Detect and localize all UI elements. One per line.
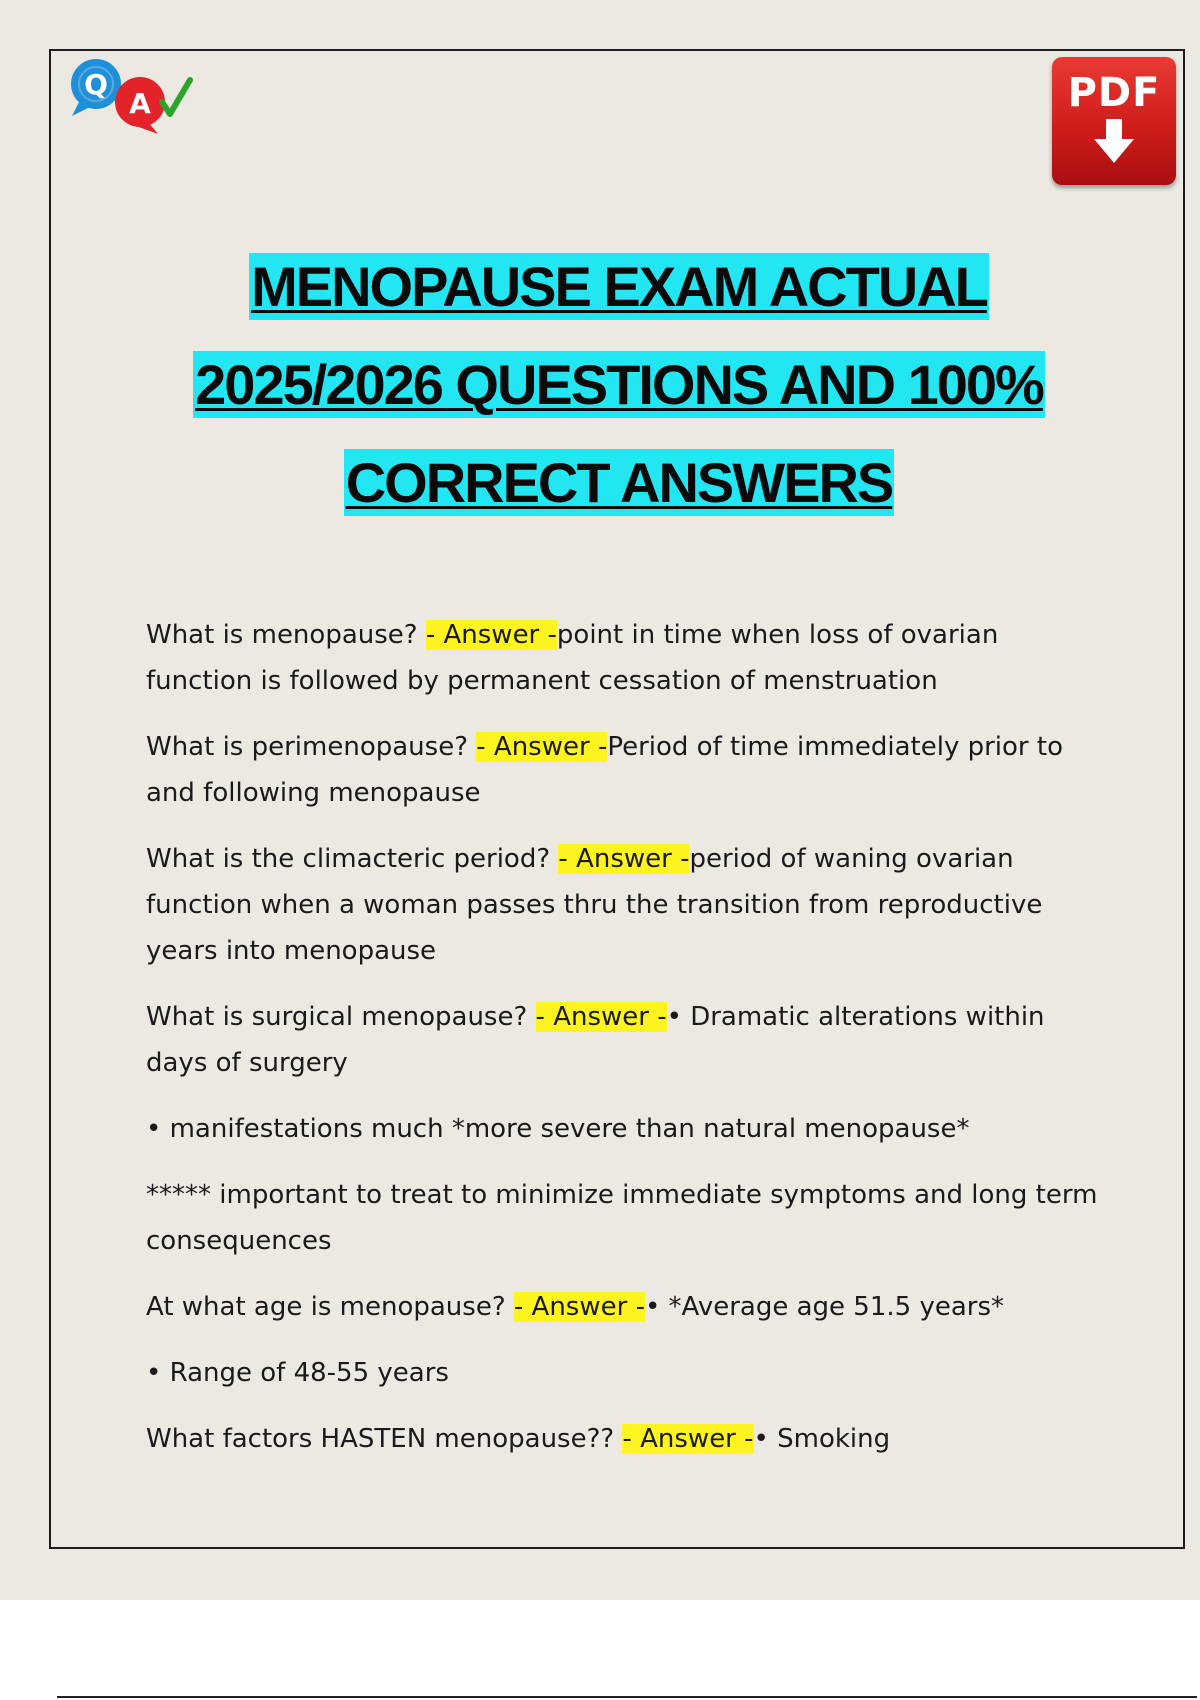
qa-list	[146, 612, 1106, 1482]
question-1: What is menopause?	[146, 620, 426, 650]
pdf-download-button[interactable]	[1052, 57, 1176, 185]
answer-2: Period of time immediately prior to and following menopause	[146, 732, 1063, 808]
qa-logo-icon	[66, 56, 196, 136]
answer-1: point in time when loss of ovarian function is followed by permanent cessation of menstruation	[146, 620, 999, 696]
answer-marker-5: - Answer -	[513, 1292, 645, 1322]
answer-4-line-2: • manifestations much *more severe than natural menopause*	[146, 1114, 970, 1144]
qa-item-4	[146, 994, 1106, 1086]
answer-marker-3: - Answer -	[558, 844, 690, 874]
logo-q: Q	[84, 68, 108, 101]
qa-item-5	[146, 1284, 1106, 1330]
bottom-divider	[57, 1696, 1197, 1698]
question-4: What is surgical menopause?	[146, 1002, 536, 1032]
pdf-label: PDF	[1067, 70, 1161, 116]
answer-marker-1: - Answer -	[425, 620, 557, 650]
qa-item-3	[146, 836, 1106, 974]
answer-marker-6: - Answer -	[622, 1424, 754, 1454]
question-6: What factors HASTEN menopause??	[146, 1424, 623, 1454]
qa-item-2	[146, 724, 1106, 816]
document-title	[60, 238, 1178, 532]
answer-6: • Smoking	[753, 1424, 891, 1454]
qa-logo	[66, 56, 196, 136]
answer-5-line-2: • Range of 48-55 years	[146, 1358, 449, 1388]
answer-4: • Dramatic alterations within days of surgery	[146, 1002, 1045, 1078]
check-icon	[162, 80, 190, 114]
title-line-2: 2025/2026 QUESTIONS AND 100%	[195, 353, 1043, 416]
title-line-3: CORRECT ANSWERS	[345, 451, 893, 514]
question-3: What is the climacteric period?	[146, 844, 559, 874]
question-5: At what age is menopause?	[146, 1292, 514, 1322]
answer-marker-4: - Answer -	[535, 1002, 667, 1032]
qa-item-6	[146, 1416, 1106, 1462]
logo-a: A	[129, 87, 151, 120]
qa-item-1	[146, 612, 1106, 704]
answer-4-line-3: ***** important to treat to minimize immediate symptoms and long term consequences	[146, 1180, 1098, 1256]
answer-5: • *Average age 51.5 years*	[644, 1292, 1004, 1322]
answer-3: period of waning ovarian function when a woman passes thru the transition from reproductive years into menopause	[146, 844, 1043, 966]
title-line-1: MENOPAUSE EXAM ACTUAL	[251, 255, 987, 318]
question-2: What is perimenopause?	[146, 732, 477, 762]
answer-marker-2: - Answer -	[476, 732, 608, 762]
download-arrow-icon	[1094, 119, 1134, 167]
